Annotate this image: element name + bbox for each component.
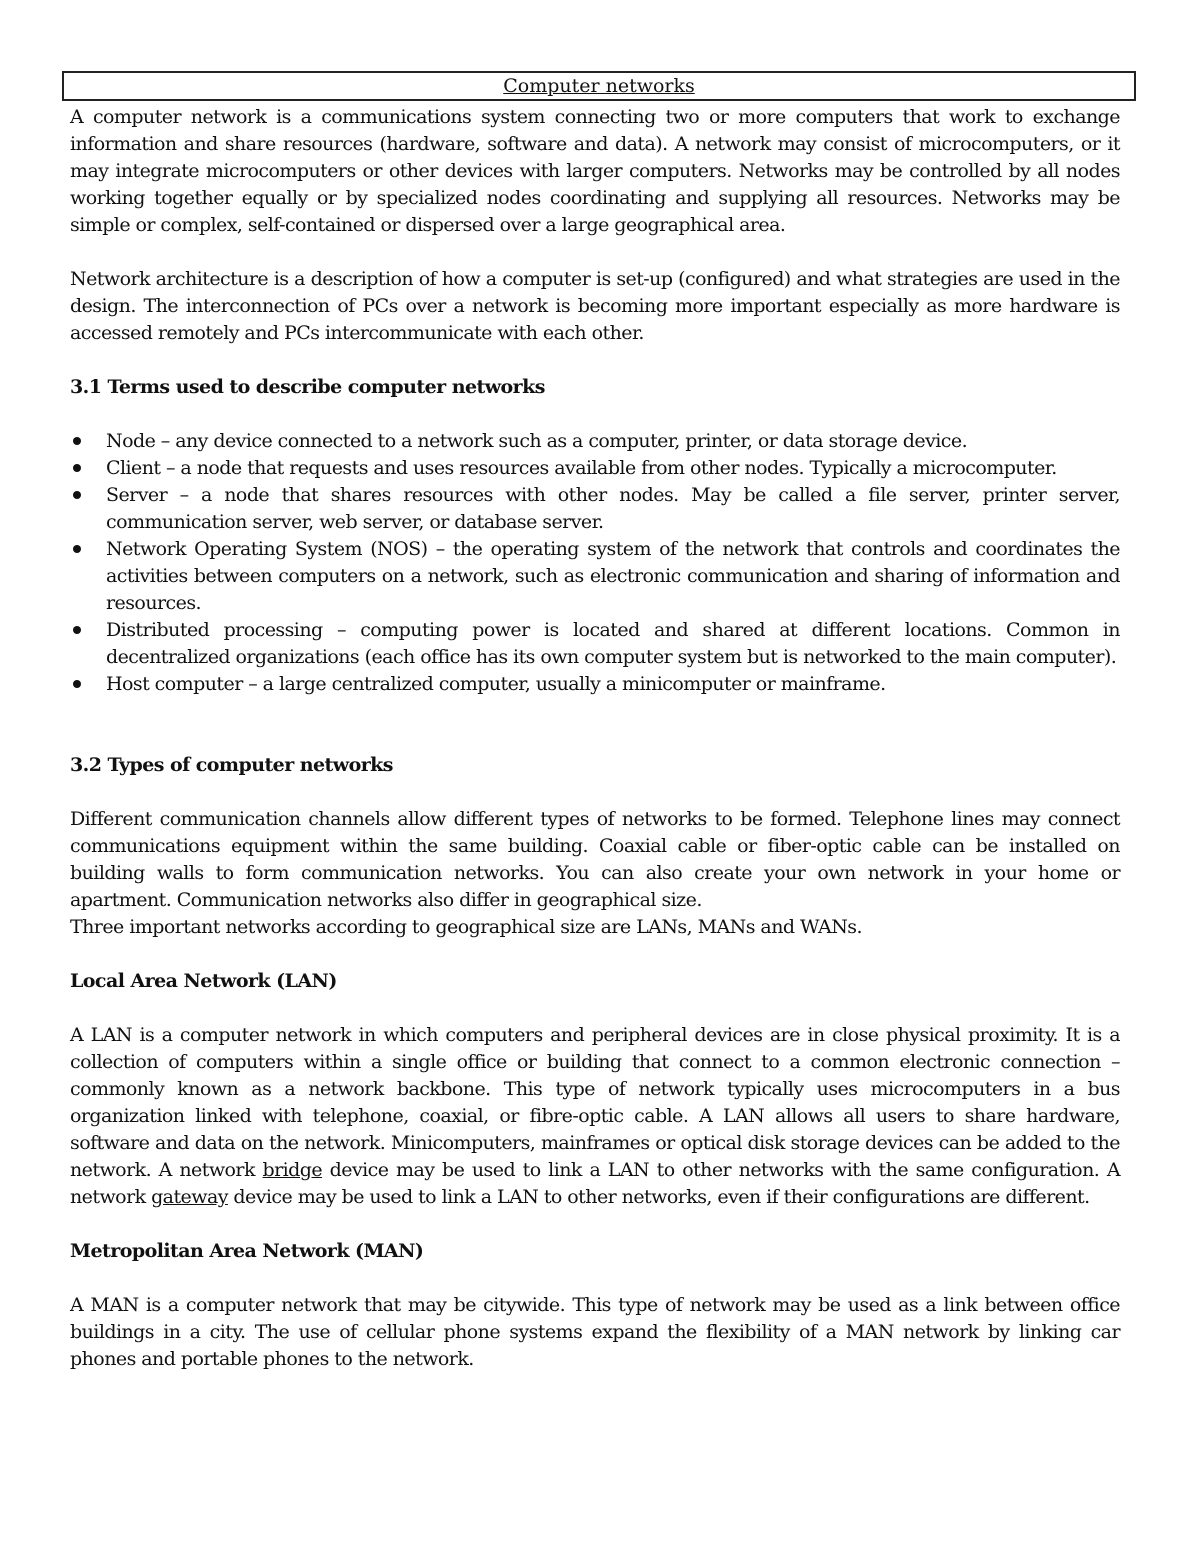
intro-paragraph-1: A computer network is a communications system connecting two or more computers that work to exchange information and share resources (hardware, software and data). A network may consist of microcomputers, or it may integrate microcomputers or other devices with larger computers. Networks may be controlled by all nodes working together equally or by specialized nodes coordinating and supplying all resources. Networks may be simple or complex, self-contained or dispersed over a large geographical area. bbox=[70, 106, 1120, 236]
bridge-term: bridge bbox=[262, 1159, 323, 1181]
lan-heading: Local Area Network (LAN) bbox=[70, 970, 337, 992]
man-heading: Metropolitan Area Network (MAN) bbox=[70, 1240, 424, 1262]
types-summary: Three important networks according to geographical size are LANs, MANs and WANs. bbox=[70, 916, 862, 938]
list-item: Server – a node that shares resources with other nodes. May be called a file server, printer server, communication server, web server, or database server. bbox=[70, 482, 1120, 536]
bullet-icon bbox=[73, 545, 81, 553]
bullet-icon bbox=[73, 437, 81, 445]
bullet-icon bbox=[73, 626, 81, 634]
list-item: Host computer – a large centralized computer, usually a minicomputer or mainframe. bbox=[70, 671, 1120, 698]
section-3-2-heading: 3.2 Types of computer networks bbox=[70, 754, 393, 776]
list-item: Client – a node that requests and uses resources available from other nodes. Typically a microcomputer. bbox=[70, 455, 1120, 482]
title-box bbox=[62, 71, 1136, 101]
lan-paragraph: A LAN is a computer network in which computers and peripheral devices are in close physical proximity. It is a collection of computers within a single office or building that connect to a common electronic connection – commonly known as a network backbone. This type of network typically uses microcomputers in a bus organization linked with telephone, coaxial, or fibre-optic cable. A LAN allows all users to share hardware, software and data on the network. Minicomputers, mainframes or optical disk storage devices can be added to the network. A network bridge device may be used to link a LAN to other networks with the same configuration. A network gateway device may be used to link a LAN to other networks, even if their configurations are different. bbox=[70, 1024, 1120, 1208]
man-paragraph: A MAN is a computer network that may be citywide. This type of network may be used as a link between office buildings in a city. The use of cellular phone systems expand the flexibility of a MAN network by linking car phones and portable phones to the network. bbox=[70, 1294, 1120, 1370]
bullet-icon bbox=[73, 491, 81, 499]
gateway-term: gateway bbox=[151, 1186, 228, 1208]
document-body bbox=[70, 104, 1120, 1373]
bullet-icon bbox=[73, 680, 81, 688]
list-item: Distributed processing – computing power is located and shared at different locations. Common in decentralized organizations (each office has its own computer system but is networked to the main computer). bbox=[70, 617, 1120, 671]
section-3-1-heading: 3.1 Terms used to describe computer networks bbox=[70, 376, 545, 398]
bullet-icon bbox=[73, 464, 81, 472]
intro-paragraph-2: Network architecture is a description of how a computer is set-up (configured) and what strategies are used in the design. The interconnection of PCs over a network is becoming more important especially as more hardware is accessed remotely and PCs intercommunicate with each other. bbox=[70, 268, 1120, 344]
list-item: Network Operating System (NOS) – the operating system of the network that controls and coordinates the activities between computers on a network, such as electronic communication and sharing of information and resources. bbox=[70, 536, 1120, 617]
types-paragraph: Different communication channels allow different types of networks to be formed. Telephone lines may connect communications equipment within the same building. Coaxial cable or fiber-optic cable can be installed on building walls to form communication networks. You can also create your own network in your home or apartment. Communication networks also differ in geographical size. bbox=[70, 808, 1120, 911]
document-title: Computer networks bbox=[503, 75, 695, 97]
list-item: Node – any device connected to a network such as a computer, printer, or data storage device. bbox=[70, 428, 1120, 455]
terms-list bbox=[70, 428, 1120, 698]
